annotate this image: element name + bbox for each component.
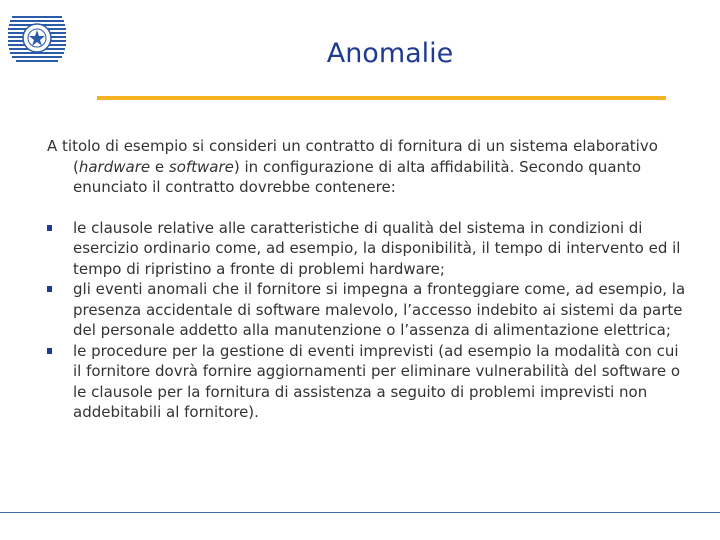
intro-part-2: e — [150, 157, 169, 176]
intro-part-1: A titolo di esempio si consideri un contratto di fornitura di un sistema elaborativo ( — [47, 137, 658, 176]
bullet-text: le procedure per la gestione di eventi imprevisti (ad esempio la modalità con cui il fornitore dovrà fornire aggiornamenti per eliminare vulnerabilità del software o le clausole per la fornitura di assistenza a seguito di problemi imprevisti non addebitabili al fornitore). — [73, 341, 681, 421]
intro-part-3: ) in configurazione di alta affidabilità. Secondo quanto enunciato il contratto dovrebbe contenere: — [73, 157, 642, 196]
intro-paragraph — [47, 136, 687, 198]
footer-divider — [0, 512, 720, 513]
title-underline — [97, 96, 666, 100]
list-item — [47, 218, 687, 280]
bullet-square-icon — [47, 286, 52, 292]
intro-hardware: hardware — [78, 157, 151, 176]
list-item — [47, 279, 687, 341]
bullet-square-icon — [47, 348, 52, 354]
list-item — [47, 341, 687, 423]
bullet-list — [47, 218, 687, 423]
bullet-square-icon — [47, 225, 52, 231]
bullet-text: gli eventi anomali che il fornitore si impegna a fronteggiare come, ad esempio, la presenza accidentale di software malevolo, l’accesso indebito ai sistemi da parte del personale addetto alla manutenzione o l’assenza di alimentazione elettrica; — [73, 280, 686, 339]
intro-software: software — [168, 157, 234, 176]
slide-content — [47, 136, 687, 423]
slide-title: Anomalie — [326, 38, 454, 69]
bullet-text: le clausole relative alle caratteristiche di qualità del sistema in condizioni di esercizio ordinario come, ad esempio, la disponibilità, il tempo di intervento ed il tempo di ripristino a fronte di problemi hardware; — [73, 218, 681, 278]
